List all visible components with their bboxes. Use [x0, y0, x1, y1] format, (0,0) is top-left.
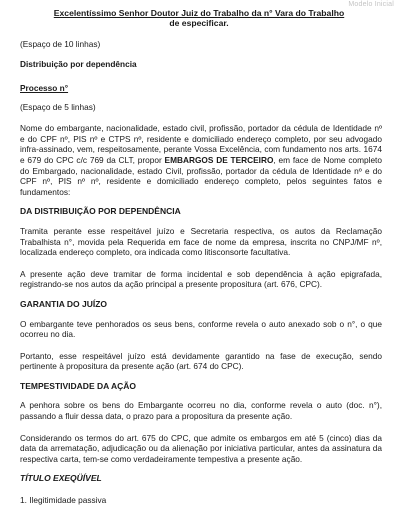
- spacing-note-10: (Espaço de 10 linhas): [20, 38, 101, 49]
- section-title-executable: TÍTULO EXEQÜÍVEL: [20, 473, 102, 484]
- section-timeliness-p1: A penhora sobre os bens do Embargante ocorreu no dia, conforme revela o auto (doc. n°), passando a fluir dessa data, o prazo para a propositura da presente ação.: [20, 400, 382, 422]
- watermark-text: Modelo Inicial: [348, 1, 394, 8]
- intro-part-2: , em face de Nome completo do Embargado, nacionalidade, estado Civil, profissão, portador da cédula de Identidade nº e do CPF nº, PIS nº nº, residente e domiciliado endereço completo, pelos seguintes fatos e fundamentos:: [20, 154, 382, 197]
- spacing-note-5: (Espaço de 5 linhas): [20, 101, 96, 112]
- heading-line-2: de especificar.: [169, 18, 229, 29]
- section-distribution-title: DA DISTRIBUIÇÃO POR DEPENDÊNCIA: [20, 206, 181, 217]
- section-distribution-p2: A presente ação deve tramitar de forma incidental e sob dependência à ação epigrafada, registrando-se nos autos da ação principal a presente propositura (art. 676, CPC).: [20, 268, 382, 290]
- section-guarantee-p1: O embargante teve penhorados os seus bens, conforme revela o auto anexado sob o n°, o que ocorreu no dia.: [20, 318, 382, 340]
- heading-line-1: Excelentíssimo Senhor Doutor Juiz do Trabalho da n° Vara do Trabalho: [53, 8, 345, 18]
- document-content: [20, 8, 382, 506]
- section-guarantee-p2: Portanto, esse respeitável juízo está devidamente garantido na fase de execução, sendo pertinente à propositura da presente ação (art. 674 do CPC).: [20, 350, 382, 372]
- document-heading: [20, 8, 378, 29]
- section-distribution-p1: Tramita perante esse respeitável juízo e Secretaria respectiva, os autos da Reclamação Trabalhista n°, movida pela Requerida em face de nome da empresa, inscrita no CNPJ/MF nº, localizada endereço completo, ora indicada como litisconsorte facultativa.: [20, 225, 382, 258]
- list-item-illegitimacy: 1. Ilegitimidade passiva: [20, 495, 107, 506]
- intro-paragraph: [20, 123, 382, 197]
- section-guarantee-title: GARANTIA DO JUÍZO: [20, 298, 108, 309]
- distribution-heading: Distribuição por dependência: [20, 59, 137, 70]
- processo-number: Processo n°: [20, 83, 69, 93]
- intro-bold: EMBARGOS DE TERCEIRO: [164, 154, 274, 165]
- intro-part-1: Nome do embargante, nacionalidade, estado civil, profissão, portador da cédula de Identidade nº e do CPF nº, PIS nº e CTPS nº, residente e domiciliado endereço completo, por seu advogado infra-assinado, vem, respeitosamente, perante Vossa Excelência, com fundamento nos arts. 1674 e 679 do CPC c/c 769 da CLT, propor: [20, 123, 382, 165]
- section-timeliness-p2: Considerando os termos do art. 675 do CPC, que admite os embargos em até 5 (cinco) dias da data da arrematação, adjudicação ou da alienação por iniciativa particular, antes da assinatura da respectiva carta, tem-se como verdadeiramente tempestiva a presente ação.: [20, 432, 382, 464]
- section-timeliness-title: TEMPESTIVIDADE DA AÇÃO: [20, 380, 137, 391]
